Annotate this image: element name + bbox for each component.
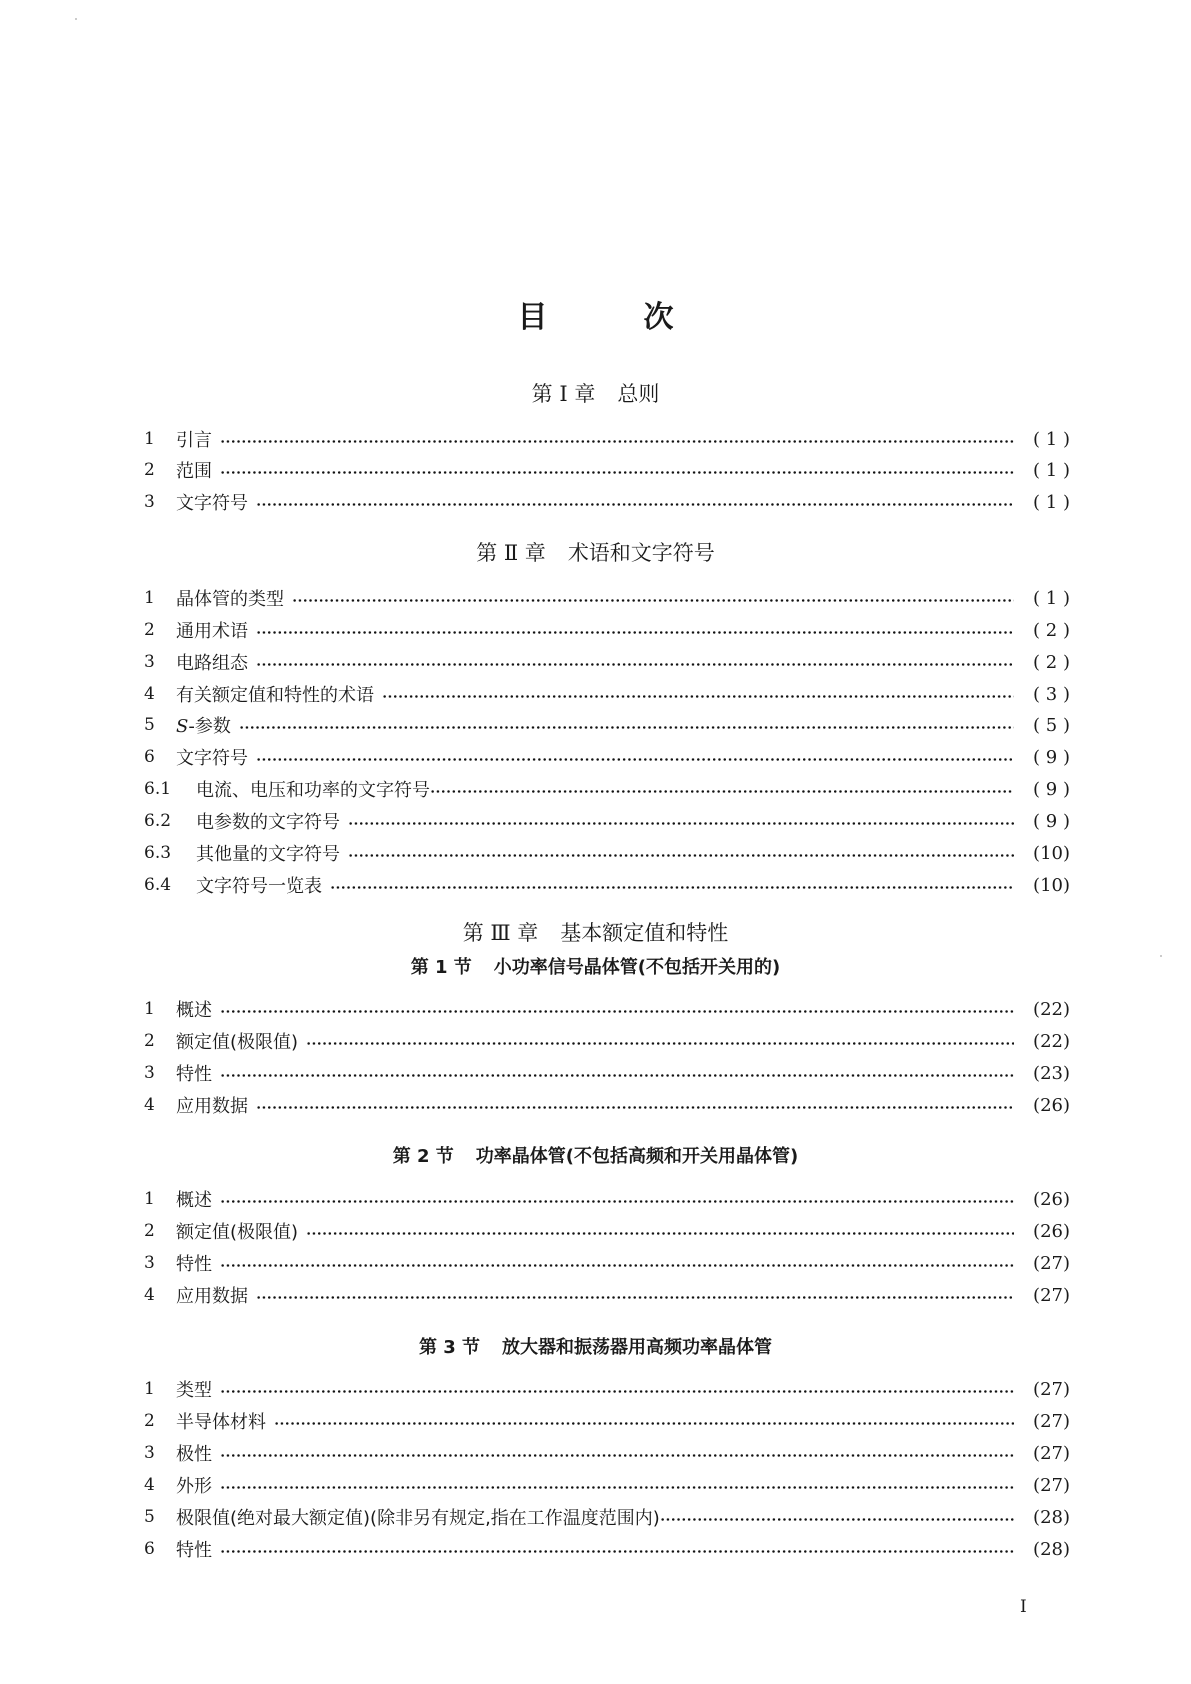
toc-page-number: (27) bbox=[1033, 1410, 1070, 1432]
toc-number: 6.4 bbox=[144, 875, 172, 895]
toc-entry[interactable] bbox=[144, 1471, 1070, 1499]
toc-entry[interactable] bbox=[144, 1185, 1070, 1213]
toc-entry[interactable] bbox=[144, 839, 1070, 867]
toc-entry[interactable] bbox=[144, 1375, 1070, 1403]
toc-page-number: ( 9 ) bbox=[1033, 778, 1070, 800]
toc-label: 文字符号一览表 bbox=[196, 876, 322, 897]
toc-entry[interactable] bbox=[144, 775, 1070, 803]
toc-entry[interactable] bbox=[144, 1217, 1070, 1245]
dot-leader bbox=[239, 726, 1014, 729]
toc-page-number: ( 2 ) bbox=[1033, 619, 1070, 641]
toc-label: 特性 bbox=[176, 1540, 212, 1561]
toc-label: 极限值(绝对最大额定值)(除非另有规定,指在工作温度范围内) bbox=[176, 1508, 660, 1529]
chapter-label: 第 I 章 bbox=[531, 382, 596, 406]
toc-page-number: (22) bbox=[1033, 1030, 1070, 1052]
toc-label: 应用数据 bbox=[176, 1286, 248, 1307]
toc-page-number: ( 9 ) bbox=[1033, 810, 1070, 832]
toc-number: 6.3 bbox=[144, 843, 172, 863]
toc-entry[interactable] bbox=[144, 1439, 1070, 1467]
toc-number: 1 bbox=[144, 1379, 155, 1399]
scan-speck bbox=[1160, 955, 1162, 957]
chapter-title: 总则 bbox=[617, 382, 660, 406]
toc-label: 额定值(极限值) bbox=[176, 1032, 299, 1053]
section-label: 第 1 节 bbox=[410, 957, 472, 978]
toc-page-number: ( 5 ) bbox=[1033, 714, 1070, 736]
page-title-char-2: 次 bbox=[643, 300, 674, 335]
dot-leader bbox=[256, 758, 1014, 761]
section-heading-1 bbox=[0, 953, 1191, 979]
toc-label: 引言 bbox=[176, 430, 212, 451]
section-title: 小功率信号晶体管(不包括开关用的) bbox=[493, 957, 781, 978]
toc-entry[interactable] bbox=[144, 1249, 1070, 1277]
toc-label: 文字符号 bbox=[176, 748, 248, 769]
toc-entry[interactable] bbox=[144, 1281, 1070, 1309]
toc-page-number: ( 3 ) bbox=[1033, 683, 1070, 705]
toc-label-text: -参数 bbox=[188, 716, 231, 737]
toc-number: 6 bbox=[144, 747, 155, 767]
toc-number: 5 bbox=[144, 715, 155, 735]
toc-page-number: ( 9 ) bbox=[1033, 746, 1070, 768]
page-title-char-1: 目 bbox=[517, 300, 548, 335]
toc-page-number: ( 2 ) bbox=[1033, 651, 1070, 673]
toc-number: 1 bbox=[144, 588, 155, 608]
toc-label: 其他量的文字符号 bbox=[196, 844, 340, 865]
dot-leader bbox=[256, 663, 1014, 666]
toc-page-number: (10) bbox=[1033, 874, 1070, 896]
toc-label: 概述 bbox=[176, 1190, 212, 1211]
toc-entry[interactable] bbox=[144, 995, 1070, 1023]
toc-entry[interactable] bbox=[144, 743, 1070, 771]
page-title bbox=[0, 292, 1191, 336]
toc-page-number: ( 1 ) bbox=[1033, 491, 1070, 513]
section-title: 功率晶体管(不包括高频和开关用晶体管) bbox=[475, 1146, 799, 1167]
toc-number: 6.1 bbox=[144, 779, 172, 799]
toc-entry[interactable] bbox=[144, 1503, 1070, 1531]
toc-label: 范围 bbox=[176, 461, 212, 482]
dot-leader bbox=[292, 599, 1014, 602]
toc-label: 外形 bbox=[176, 1476, 212, 1497]
toc-page-number: (28) bbox=[1033, 1538, 1070, 1560]
chapter-heading-2 bbox=[0, 537, 1191, 567]
toc-number: 4 bbox=[144, 684, 155, 704]
toc-number: 4 bbox=[144, 1475, 155, 1495]
dot-leader bbox=[660, 1518, 1014, 1521]
toc-number: 3 bbox=[144, 652, 155, 672]
toc-number: 1 bbox=[144, 429, 155, 449]
dot-leader bbox=[220, 440, 1014, 443]
toc-label: 电路组态 bbox=[176, 653, 248, 674]
toc-entry[interactable] bbox=[144, 1027, 1070, 1055]
toc-number: 6 bbox=[144, 1539, 155, 1559]
toc-page-number: (23) bbox=[1033, 1062, 1070, 1084]
chapter-label: 第 Ⅱ 章 bbox=[476, 541, 546, 565]
toc-number: 2 bbox=[144, 460, 155, 480]
dot-leader bbox=[220, 1200, 1014, 1203]
dot-leader bbox=[220, 1454, 1014, 1457]
toc-label: 半导体材料 bbox=[176, 1412, 266, 1433]
toc-number: 3 bbox=[144, 1063, 155, 1083]
dot-leader bbox=[274, 1422, 1014, 1425]
dot-leader bbox=[348, 854, 1014, 857]
chapter-heading-3 bbox=[0, 917, 1191, 947]
toc-page-number: (26) bbox=[1033, 1094, 1070, 1116]
toc-number: 6.2 bbox=[144, 811, 172, 831]
toc-page-number: (10) bbox=[1033, 842, 1070, 864]
section-label: 第 2 节 bbox=[392, 1146, 454, 1167]
toc-page-number: (27) bbox=[1033, 1442, 1070, 1464]
toc-label: 有关额定值和特性的术语 bbox=[176, 685, 374, 706]
toc-number: 2 bbox=[144, 1031, 155, 1051]
chapter-label: 第 Ⅲ 章 bbox=[462, 921, 539, 945]
section-heading-3 bbox=[0, 1333, 1191, 1359]
toc-page-number: ( 1 ) bbox=[1033, 587, 1070, 609]
toc-entry[interactable] bbox=[144, 807, 1070, 835]
dot-leader bbox=[330, 886, 1014, 889]
section-title: 放大器和振荡器用高频功率晶体管 bbox=[502, 1337, 773, 1358]
toc-number: 2 bbox=[144, 1221, 155, 1241]
toc-label: 特性 bbox=[176, 1254, 212, 1275]
toc-page-number: ( 1 ) bbox=[1033, 459, 1070, 481]
toc-entry[interactable] bbox=[144, 584, 1070, 612]
dot-leader bbox=[220, 471, 1014, 474]
scan-speck bbox=[75, 18, 77, 20]
toc-entry[interactable] bbox=[144, 680, 1070, 708]
dot-leader bbox=[220, 1550, 1014, 1553]
chapter-title: 基本额定值和特性 bbox=[560, 921, 729, 945]
toc-page-number: (27) bbox=[1033, 1474, 1070, 1496]
toc-page-number: (27) bbox=[1033, 1252, 1070, 1274]
toc-label: 文字符号 bbox=[176, 493, 248, 514]
toc-label: 电参数的文字符号 bbox=[196, 812, 340, 833]
toc-page-number: ( 1 ) bbox=[1033, 428, 1070, 450]
toc-page-number: (27) bbox=[1033, 1284, 1070, 1306]
dot-leader bbox=[382, 695, 1014, 698]
toc-entry[interactable] bbox=[144, 648, 1070, 676]
toc-entry[interactable] bbox=[144, 711, 1070, 739]
toc-number: 3 bbox=[144, 1443, 155, 1463]
toc-number: 3 bbox=[144, 492, 155, 512]
dot-leader bbox=[256, 1296, 1014, 1299]
dot-leader bbox=[220, 1074, 1014, 1077]
toc-label bbox=[176, 712, 239, 738]
toc-number: 5 bbox=[144, 1507, 155, 1527]
toc-number: 4 bbox=[144, 1285, 155, 1305]
toc-entry[interactable] bbox=[144, 425, 1070, 453]
toc-entry[interactable] bbox=[144, 1407, 1070, 1435]
toc-label: 电流、电压和功率的文字符号 bbox=[196, 780, 430, 801]
toc-entry[interactable] bbox=[144, 1535, 1070, 1563]
toc-entry[interactable] bbox=[144, 616, 1070, 644]
toc-number: 3 bbox=[144, 1253, 155, 1273]
dot-leader bbox=[306, 1232, 1014, 1235]
toc-number: 4 bbox=[144, 1095, 155, 1115]
dot-leader bbox=[256, 1106, 1014, 1109]
toc-number: 1 bbox=[144, 999, 155, 1019]
toc-page-number: (26) bbox=[1033, 1188, 1070, 1210]
dot-leader bbox=[306, 1042, 1014, 1045]
toc-entry[interactable] bbox=[144, 456, 1070, 484]
dot-leader bbox=[348, 822, 1014, 825]
toc-label: 特性 bbox=[176, 1064, 212, 1085]
section-heading-2 bbox=[0, 1142, 1191, 1168]
toc-number: 2 bbox=[144, 620, 155, 640]
toc-entry[interactable] bbox=[144, 1091, 1070, 1119]
toc-label: 极性 bbox=[176, 1444, 212, 1465]
toc-page-number: (27) bbox=[1033, 1378, 1070, 1400]
toc-label: 概述 bbox=[176, 1000, 212, 1021]
toc-page-number: (28) bbox=[1033, 1506, 1070, 1528]
dot-leader bbox=[220, 1390, 1014, 1393]
s-parameter-symbol: S bbox=[176, 716, 189, 737]
toc-page-number: (26) bbox=[1033, 1220, 1070, 1242]
section-label: 第 3 节 bbox=[418, 1337, 481, 1358]
chapter-heading-1 bbox=[0, 378, 1191, 408]
toc-number: 2 bbox=[144, 1411, 155, 1431]
dot-leader bbox=[220, 1264, 1014, 1267]
toc-number: 1 bbox=[144, 1189, 155, 1209]
toc-page-number: (22) bbox=[1033, 998, 1070, 1020]
toc-label: 额定值(极限值) bbox=[176, 1222, 299, 1243]
toc-label: 类型 bbox=[176, 1380, 212, 1401]
toc-entry[interactable] bbox=[144, 488, 1070, 516]
page-folio: I bbox=[1020, 1597, 1027, 1617]
toc-entry[interactable] bbox=[144, 1059, 1070, 1087]
toc-label: 通用术语 bbox=[176, 621, 248, 642]
dot-leader bbox=[220, 1010, 1014, 1013]
toc-label: 应用数据 bbox=[176, 1096, 248, 1117]
dot-leader bbox=[256, 503, 1014, 506]
dot-leader bbox=[220, 1486, 1014, 1489]
dot-leader bbox=[256, 631, 1014, 634]
toc-label: 晶体管的类型 bbox=[176, 589, 284, 610]
chapter-title: 术语和文字符号 bbox=[567, 541, 715, 565]
dot-leader bbox=[430, 790, 1014, 793]
toc-entry[interactable] bbox=[144, 871, 1070, 899]
